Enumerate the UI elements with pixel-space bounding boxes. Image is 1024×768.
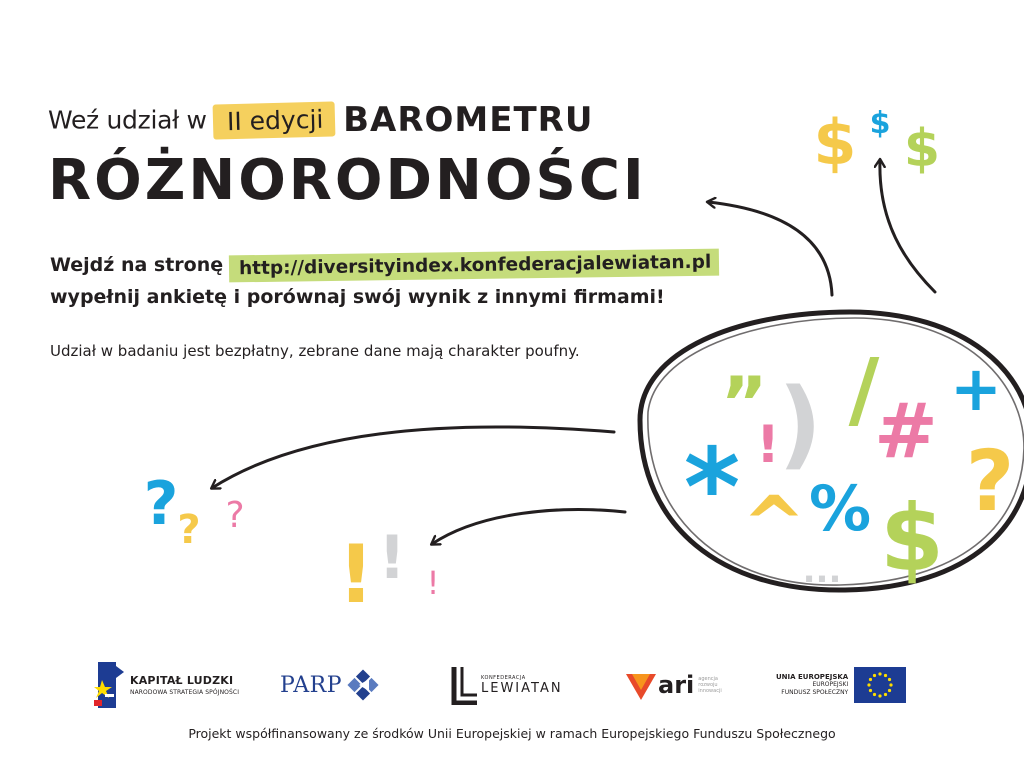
small-pink-exclamation-symbol: !: [426, 564, 440, 602]
ari-subtitle: [698, 676, 721, 694]
parp-logo: [280, 662, 381, 708]
eu-star: [888, 689, 891, 692]
pink-question-symbol: ?: [225, 495, 245, 536]
parp-text: PARP: [280, 672, 343, 698]
arrow-to-questions: [212, 427, 614, 488]
eu-title: UNIA EUROPEJSKA: [776, 673, 849, 681]
headline-word1: BAROMETRU: [343, 100, 594, 140]
eu-star: [873, 693, 876, 696]
slash-symbol: /: [848, 340, 880, 438]
plus-symbol: +: [950, 352, 1002, 425]
green-dollar-symbol: $: [903, 119, 941, 179]
caret-symbol: ^: [742, 479, 806, 568]
visit-line: [50, 252, 719, 279]
arrow-to-dollars: [880, 160, 935, 292]
parp-diamond-icon: [345, 667, 381, 703]
lewiatan-logo: [451, 662, 563, 708]
ari-triangle-icon: [626, 670, 656, 700]
quote-symbol: ”: [720, 361, 768, 445]
arrow-to-exclamations: [432, 510, 625, 544]
eu-logo: [776, 662, 906, 708]
eu-star: [884, 693, 887, 696]
eu-star: [869, 678, 872, 681]
survey-url-link[interactable]: http://diversityindex.konfederacjalewiatan.pl: [229, 249, 720, 283]
ari-sub-line1: agencja: [698, 676, 718, 682]
eu-star: [879, 672, 882, 675]
lewiatan-text: [481, 675, 563, 696]
eu-star: [890, 683, 893, 686]
yellow-exclamation-symbol: !: [337, 528, 375, 621]
yellow-question-symbol: ?: [177, 507, 201, 553]
blue-dollar-symbol: $: [869, 106, 891, 141]
ari-text: ari: [658, 671, 695, 699]
eu-flag-icon: [854, 667, 906, 703]
eu-star: [868, 683, 871, 686]
edition-highlight: II edycji: [212, 101, 335, 139]
eu-star: [873, 674, 876, 677]
eu-star: [884, 674, 887, 677]
pink-exclamation-symbol: !: [756, 415, 780, 475]
ari-sub-line3: innowacji: [698, 688, 722, 694]
percent-symbol: %: [808, 472, 872, 545]
eu-star: [888, 678, 891, 681]
eu-star: [869, 689, 872, 692]
eu-text: [776, 673, 848, 697]
paren-symbol: ): [778, 368, 822, 480]
lewiatan-l-icon: [451, 665, 479, 705]
kapital-ludzki-text: [130, 674, 239, 696]
yellow-dollar-symbol: $: [813, 106, 857, 179]
lewiatan-name: LEWIATAN: [481, 680, 563, 696]
kapital-ludzki-subtitle: NARODOWA STRATEGIA SPÓJNOŚCI: [130, 689, 240, 696]
blue-question-symbol: ?: [143, 469, 179, 539]
hash-symbol: #: [874, 386, 938, 475]
kapital-ludzki-title: KAPITAŁ LUDZKI: [130, 674, 234, 687]
green-dollar-large-symbol: $: [879, 485, 945, 592]
visit-text: Wejdź na stronę: [50, 254, 224, 276]
funding-footer: Projekt współfinansowany ze środków Unii Europejskiej w ramach Europejskiego Funduszu Społecznego: [188, 726, 836, 741]
survey-call-text: wypełnij ankietę i porównaj swój wynik z innymi firmami!: [50, 286, 665, 308]
bubble-question-symbol: ?: [965, 432, 1015, 530]
headline-lead: Weź udział w: [48, 105, 207, 135]
privacy-note: Udział w badaniu jest bezpłatny, zebrane dane mają charakter poufny.: [50, 342, 580, 360]
eu-line3: FUNDUSZ SPOŁECZNY: [781, 689, 849, 696]
ellipsis-symbol: ...: [802, 551, 842, 591]
ari-logo: [626, 662, 722, 708]
kapital-ludzki-emblem-icon: [94, 662, 124, 708]
headline-line1: [48, 100, 593, 146]
grey-exclamation-symbol: !: [378, 523, 406, 593]
arrow-to-headline: [708, 202, 832, 295]
kapital-ludzki-logo: [94, 662, 239, 708]
lewiatan-kicker: KONFEDERACJA: [481, 674, 526, 681]
headline-word2: RÓŻNORODNOŚCI: [48, 148, 647, 213]
ari-sub-line2: rozwoju: [698, 682, 718, 688]
asterisk-symbol: *: [683, 426, 741, 551]
eu-line2: EUROPEJSKI: [812, 681, 849, 688]
eu-star: [879, 694, 882, 697]
